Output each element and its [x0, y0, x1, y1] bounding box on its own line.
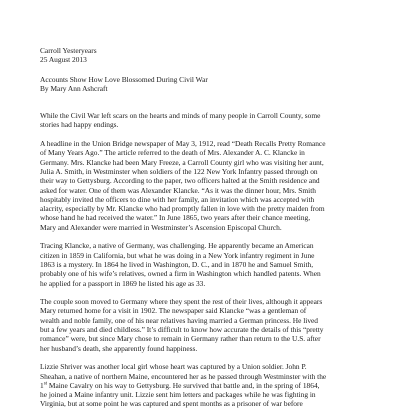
paragraph: [40, 297, 360, 353]
text-line: romance” were, but since Mary chose to remain in Germany rather than return to the U.S. after: [40, 334, 321, 344]
text-line: 1863 is a mystery. In 1864 he lived in Washington, D. C., and in 1870 he and Samuel Smith,: [40, 259, 314, 269]
text-line: Germany. Mrs. Klancke had been Mary Freeze, a Carroll County girl who was visiting her aunt,: [40, 157, 324, 167]
text-line: of Many Years Ago.” The article referred to the death of Mrs. Alexander A. C. Klancke in: [40, 148, 305, 158]
publication-name: Carroll Yesteryears: [40, 46, 97, 55]
text-line: he joined a Maine infantry unit. Lizzie sent him letters and packages while he was fighting in: [40, 390, 316, 400]
paragraph: [40, 139, 360, 232]
text-line: 1st Maine Cavalry on his way to Gettysburg. He survived that battle and, in the spring of 1864,: [40, 380, 320, 390]
text-line: While the Civil War left scars on the hearts and minds of many people in Carroll County, some: [40, 111, 321, 121]
text-line: her husband’s death, she apparently found happiness.: [40, 343, 198, 353]
text-line: their way to Gettysburg. According to the paper, two officers halted at the Smith residence and: [40, 176, 320, 186]
text-line: Julia A. Smith, in Westminster when soldiers of the 122 New York Infantry passed through on: [40, 166, 318, 176]
publication-date: 25 August 2013: [40, 55, 87, 65]
paragraph: [40, 241, 360, 287]
article-heading: [40, 75, 360, 94]
text-line: Tracing Klancke, a native of Germany, was challenging. He apparently became an American: [40, 241, 314, 251]
text-line: probably one of his wife’s relatives, owned a firm in Washington which handled patents. When: [40, 269, 321, 279]
text-line: Sheahan, a native of northern Maine, encountered her as he passed through Westminster with the: [40, 371, 327, 381]
text-line: but a few years and died childless.” It’s difficult to know how accurate the details of this “pretty: [40, 325, 324, 335]
text-line: Mary returned home for a visit in 1902. The newspaper said Klancke “was a gentleman of: [40, 306, 307, 316]
text-line: whose hand he had received the water.” In June 1865, two years after their chance meeting,: [40, 213, 311, 223]
text-line: asked for water. One of them was Alexander Klancke. “As it was the dinner hour, Mrs. Smith: [40, 185, 316, 195]
article-body: [40, 111, 360, 409]
text-line: hospitably invited the officers to dine with her family, an invitation which was accepted with: [40, 194, 315, 204]
paragraph: [40, 111, 360, 130]
text-line: he applied for a passport in 1869 he listed his age as 33.: [40, 278, 206, 288]
article-title: Accounts Show How Love Blossomed During Civil War: [40, 74, 208, 84]
text-line: wealth and noble family, one of his near relatives having married a German princess. He lived: [40, 315, 319, 325]
text-line: Lizzie Shriver was another local girl whose heart was captured by a Union soldier. John P.: [40, 362, 307, 372]
paragraph: [40, 362, 360, 408]
text-line: alacrity, especially by Mr. Klancke who had promptly fallen in love with the pretty maiden from: [40, 204, 325, 214]
article-byline: By Mary Ann Ashcraft: [40, 83, 108, 93]
text-line: A headline in the Union Bridge newspaper of May 3, 1912, read “Death Recalls Pretty Romance: [40, 139, 326, 149]
text-line: citizen in 1859 in California, but what he was doing in a New York infantry regiment in June: [40, 250, 315, 260]
text-line: The couple soon moved to Germany where they spent the rest of their lives, although it appears: [40, 297, 323, 307]
text-line: stories had happy endings.: [40, 120, 119, 130]
document-header: [40, 46, 360, 65]
text-line: Virginia, but at some point he was captured and spent months as a prisoner of war before: [40, 399, 303, 409]
text-line: Mary and Alexander were married in Westminster’s Ascension Episcopal Church.: [40, 222, 282, 232]
